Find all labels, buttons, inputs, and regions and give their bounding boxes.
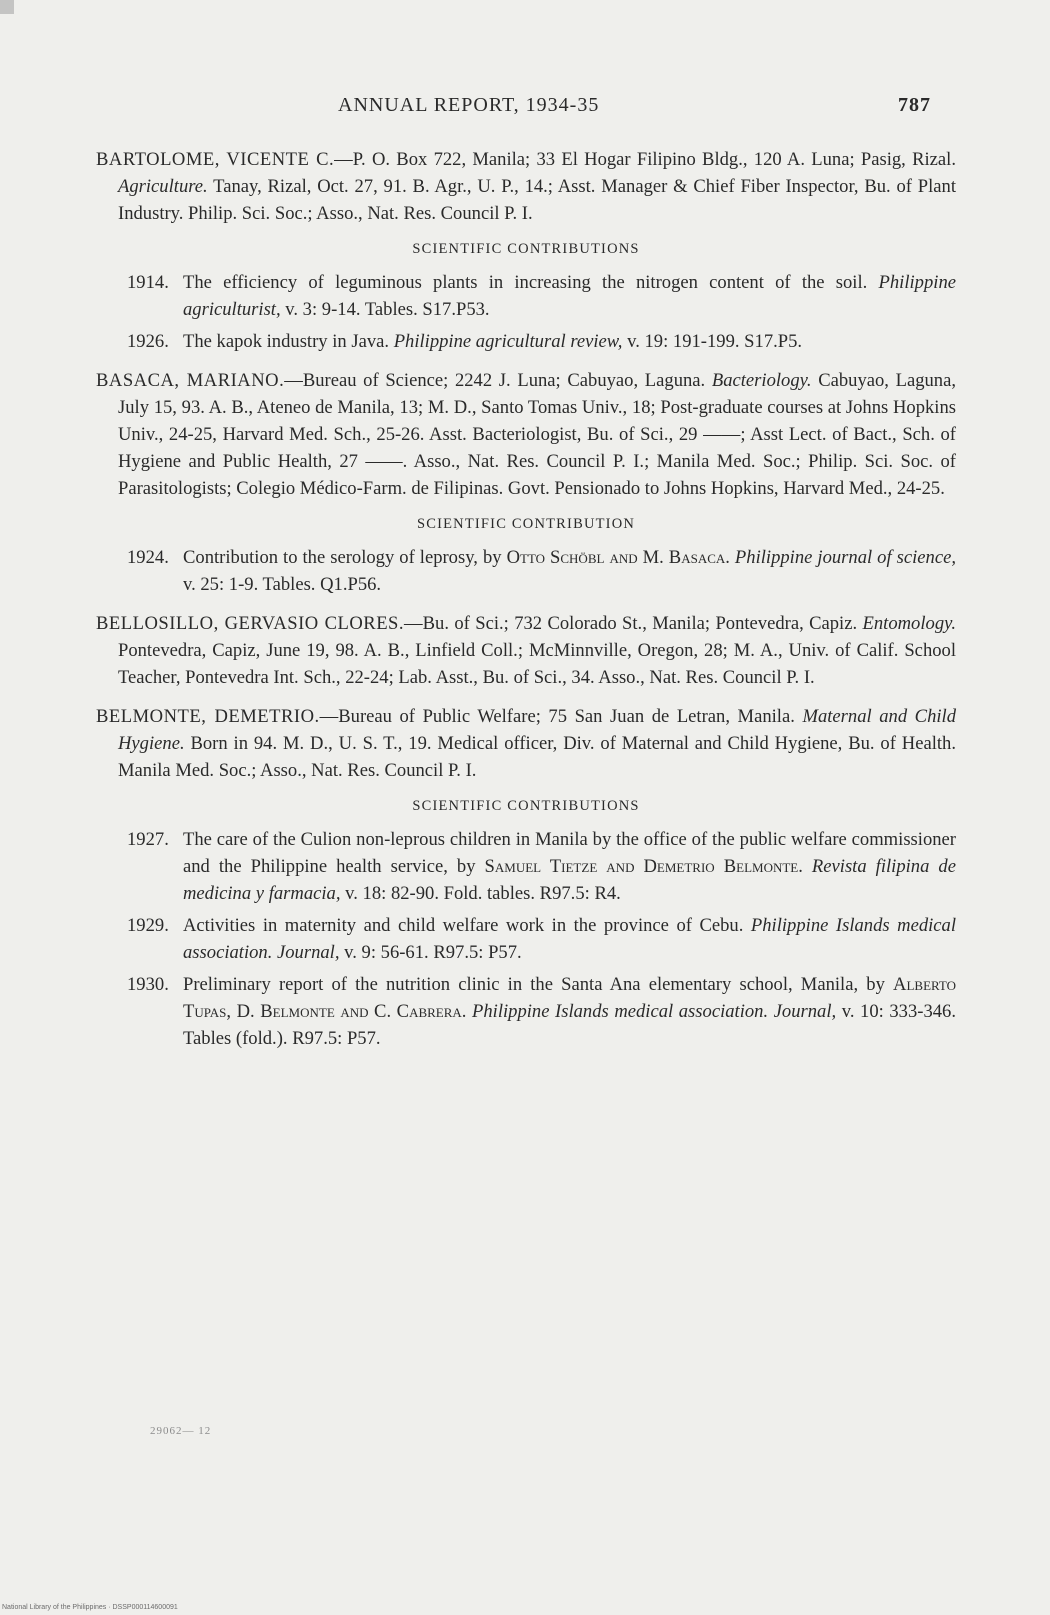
entry-biography: Cabuyao, Laguna, July 15, 93. A. B., Ateneo de Manila, 13; M. D., Santo Tomas Univ., 18; Post-graduate courses at Johns Hopkins Univ., 24-25, Harvard Med. Sch., 25-26. Asst. Bacteriologist, Bu. of Sci., 29 ——; Asst Lect. of Bact., Sch. of Hygiene and Public Health, 27 ——. Asso., Nat. Res. Council P. I.; Manila Med. Soc.; Philip. Sci. Soc. of Parasitologists; Colegio Médico-Farm. de Filipinas. Govt. Pensionado to Johns Hopkins, Harvard Med., 24-25. [118, 370, 956, 499]
scan-credit: National Library of the Philippines · DSSP000114600091 [2, 1604, 178, 1611]
directory-entries [96, 146, 956, 1057]
contribution-journal: Philippine Islands medical association. Journal, [466, 1001, 837, 1022]
contribution-citation: v. 19: 191-199. S17.P5. [622, 331, 803, 352]
contribution [96, 544, 956, 598]
printer-code: 29062— 12 [150, 1425, 212, 1437]
entry-field: Entomology. [862, 613, 956, 634]
contribution-title: The care of the Culion non-leprous children in Manila by the office of the public welfare commissioner and the Philippine health service, by [183, 829, 956, 877]
contribution-title: The kapok industry in Java. [183, 331, 394, 352]
contribution [96, 912, 956, 966]
entry-biography: Tanay, Rizal, Oct. 27, 91. B. Agr., U. P., 14.; Asst. Manager & Chief Fiber Inspector, Bu. of Plant Industry. Philip. Sci. Soc.; Asso., Nat. Res. Council P. I. [118, 176, 956, 224]
contribution-year: 1926. [127, 331, 169, 352]
contribution-citation: v. 9: 56-61. R97.5: P57. [339, 942, 522, 963]
entry-biography: Born in 94. M. D., U. S. T., 19. Medical officer, Div. of Maternal and Child Hygiene, Bu. of Health. Manila Med. Soc.; Asso., Nat. Res. Council P. I. [118, 733, 956, 781]
directory-entry [96, 610, 956, 691]
entry-name: BARTOLOME, VICENTE C. [96, 149, 335, 170]
contribution-title: The efficiency of leguminous plants in increasing the nitrogen content of the soil. [183, 272, 879, 293]
contribution-year: 1924. [127, 547, 169, 568]
contribution [96, 269, 956, 323]
contribution-journal: Philippine Islands medical association. Journal, [183, 915, 956, 963]
contribution-authors: Samuel Tietze and Demetrio Belmonte. [484, 856, 803, 877]
entry-name: BELMONTE, DEMETRIO. [96, 706, 320, 727]
contribution-journal: Philippine journal of science, [729, 547, 956, 568]
contribution-journal: Revista filipina de medicina y farmacia, [183, 856, 956, 904]
scan-corner-mark [0, 0, 14, 14]
contribution-citation: v. 3: 9-14. Tables. S17.P53. [280, 299, 490, 320]
directory-entry [96, 703, 956, 784]
running-head-title: ANNUAL REPORT, 1934-35 [338, 94, 600, 116]
contribution-journal: Philippine agriculturist, [183, 272, 956, 320]
directory-entry [96, 367, 956, 502]
entry-address: —Bureau of Public Welfare; 75 San Juan de Letran, Manila. [319, 706, 803, 727]
entry-biography: Pontevedra, Capiz, June 19, 98. A. B., Linfield Coll.; McMinnville, Oregon, 28; M. A., Univ. of Calif. School Teacher, Pontevedra Int. Sch., 22-24; Lab. Asst., Bu. of Sci., 34. Asso., Nat. Res. Council P. I. [118, 640, 956, 688]
section-heading: SCIENTIFIC CONTRIBUTION [416, 516, 636, 532]
entry-field: Maternal and Child Hygiene. [118, 706, 957, 754]
contribution-citation: v. 10: 333-346. Tables (fold.). R97.5: P57. [183, 1001, 956, 1049]
contribution-year: 1930. [127, 974, 169, 995]
contribution-title: Activities in maternity and child welfare work in the province of Cebu. [183, 915, 751, 936]
entry-field: Agriculture. [118, 176, 208, 197]
contribution-year: 1914. [127, 272, 169, 293]
entry-field: Bacteriology. [711, 370, 812, 391]
section-heading: SCIENTIFIC CONTRIBUTIONS [412, 798, 640, 814]
contribution-citation: v. 18: 82-90. Fold. tables. R97.5: R4. [340, 883, 621, 904]
contribution [96, 328, 956, 355]
contribution-title: Contribution to the serology of leprosy, by [183, 547, 507, 568]
contribution-title: Preliminary report of the nutrition clinic in the Santa Ana elementary school, Manila, by [183, 974, 894, 995]
section-heading: SCIENTIFIC CONTRIBUTIONS [412, 241, 640, 257]
directory-entry [96, 146, 956, 227]
contribution-year: 1929. [127, 915, 169, 936]
entry-address: —Bu. of Sci.; 732 Colorado St., Manila; Pontevedra, Capiz. [404, 613, 863, 634]
entry-address: —P. O. Box 722, Manila; 33 El Hogar Filipino Bldg., 120 A. Luna; Pasig, Rizal. [334, 149, 956, 170]
entry-address: —Bureau of Science; 2242 J. Luna; Cabuyao, Laguna. [284, 370, 712, 391]
page-number: 787 [898, 94, 931, 116]
contribution-journal: Philippine agricultural review, [393, 331, 623, 352]
contribution [96, 971, 956, 1052]
entry-name: BASACA, MARIANO. [96, 370, 285, 391]
contribution-authors: Otto Schöbl and M. Basaca. [506, 547, 730, 568]
contribution [96, 826, 956, 907]
entry-name: BELLOSILLO, GERVASIO CLORES. [96, 613, 405, 634]
contribution-citation: v. 25: 1-9. Tables. Q1.P56. [183, 574, 382, 595]
contribution-authors: Alberto Tupas, D. Belmonte and C. Cabrera. [183, 974, 956, 1022]
contribution-year: 1927. [127, 829, 169, 850]
